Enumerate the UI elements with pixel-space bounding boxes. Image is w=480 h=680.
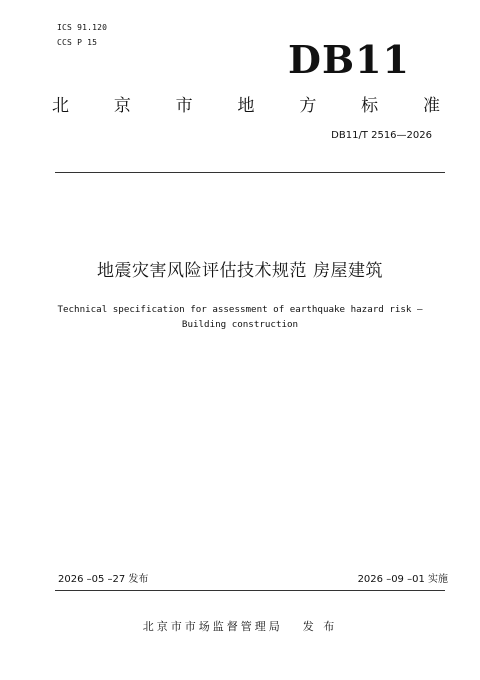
english-title-line-2: Building construction: [181, 319, 299, 330]
category-char: 地: [237, 96, 255, 116]
standard-category: [52, 95, 440, 117]
category-char: 市: [175, 96, 193, 116]
chinese-title: 地震灾害风险评估技术规范 房屋建筑: [97, 261, 383, 281]
category-char: 标: [361, 96, 379, 116]
category-char: 京: [113, 96, 131, 116]
ics-code: ICS 91.120: [57, 23, 108, 32]
category-char: 方: [299, 96, 317, 116]
category-char: 北: [52, 96, 69, 116]
standard-number: DB11/T 2516—2026: [331, 130, 432, 141]
issue-date: 2026 –05 –27 发布: [58, 574, 149, 585]
standard-mark: DB11: [288, 37, 410, 82]
english-title-line-1: Technical specification for assessment of earthquake hazard risk —: [57, 304, 423, 315]
top-divider: [55, 172, 445, 173]
implementation-date: 2026 –09 –01 实施: [357, 574, 448, 585]
bottom-divider: [55, 590, 445, 591]
category-char: 准: [422, 96, 440, 116]
publish-action: 发 布: [302, 620, 338, 633]
ccs-code: CCS P 15: [57, 38, 98, 47]
publisher-name: 北京市市场监督管理局: [142, 620, 283, 633]
publisher-line: [0, 620, 480, 634]
